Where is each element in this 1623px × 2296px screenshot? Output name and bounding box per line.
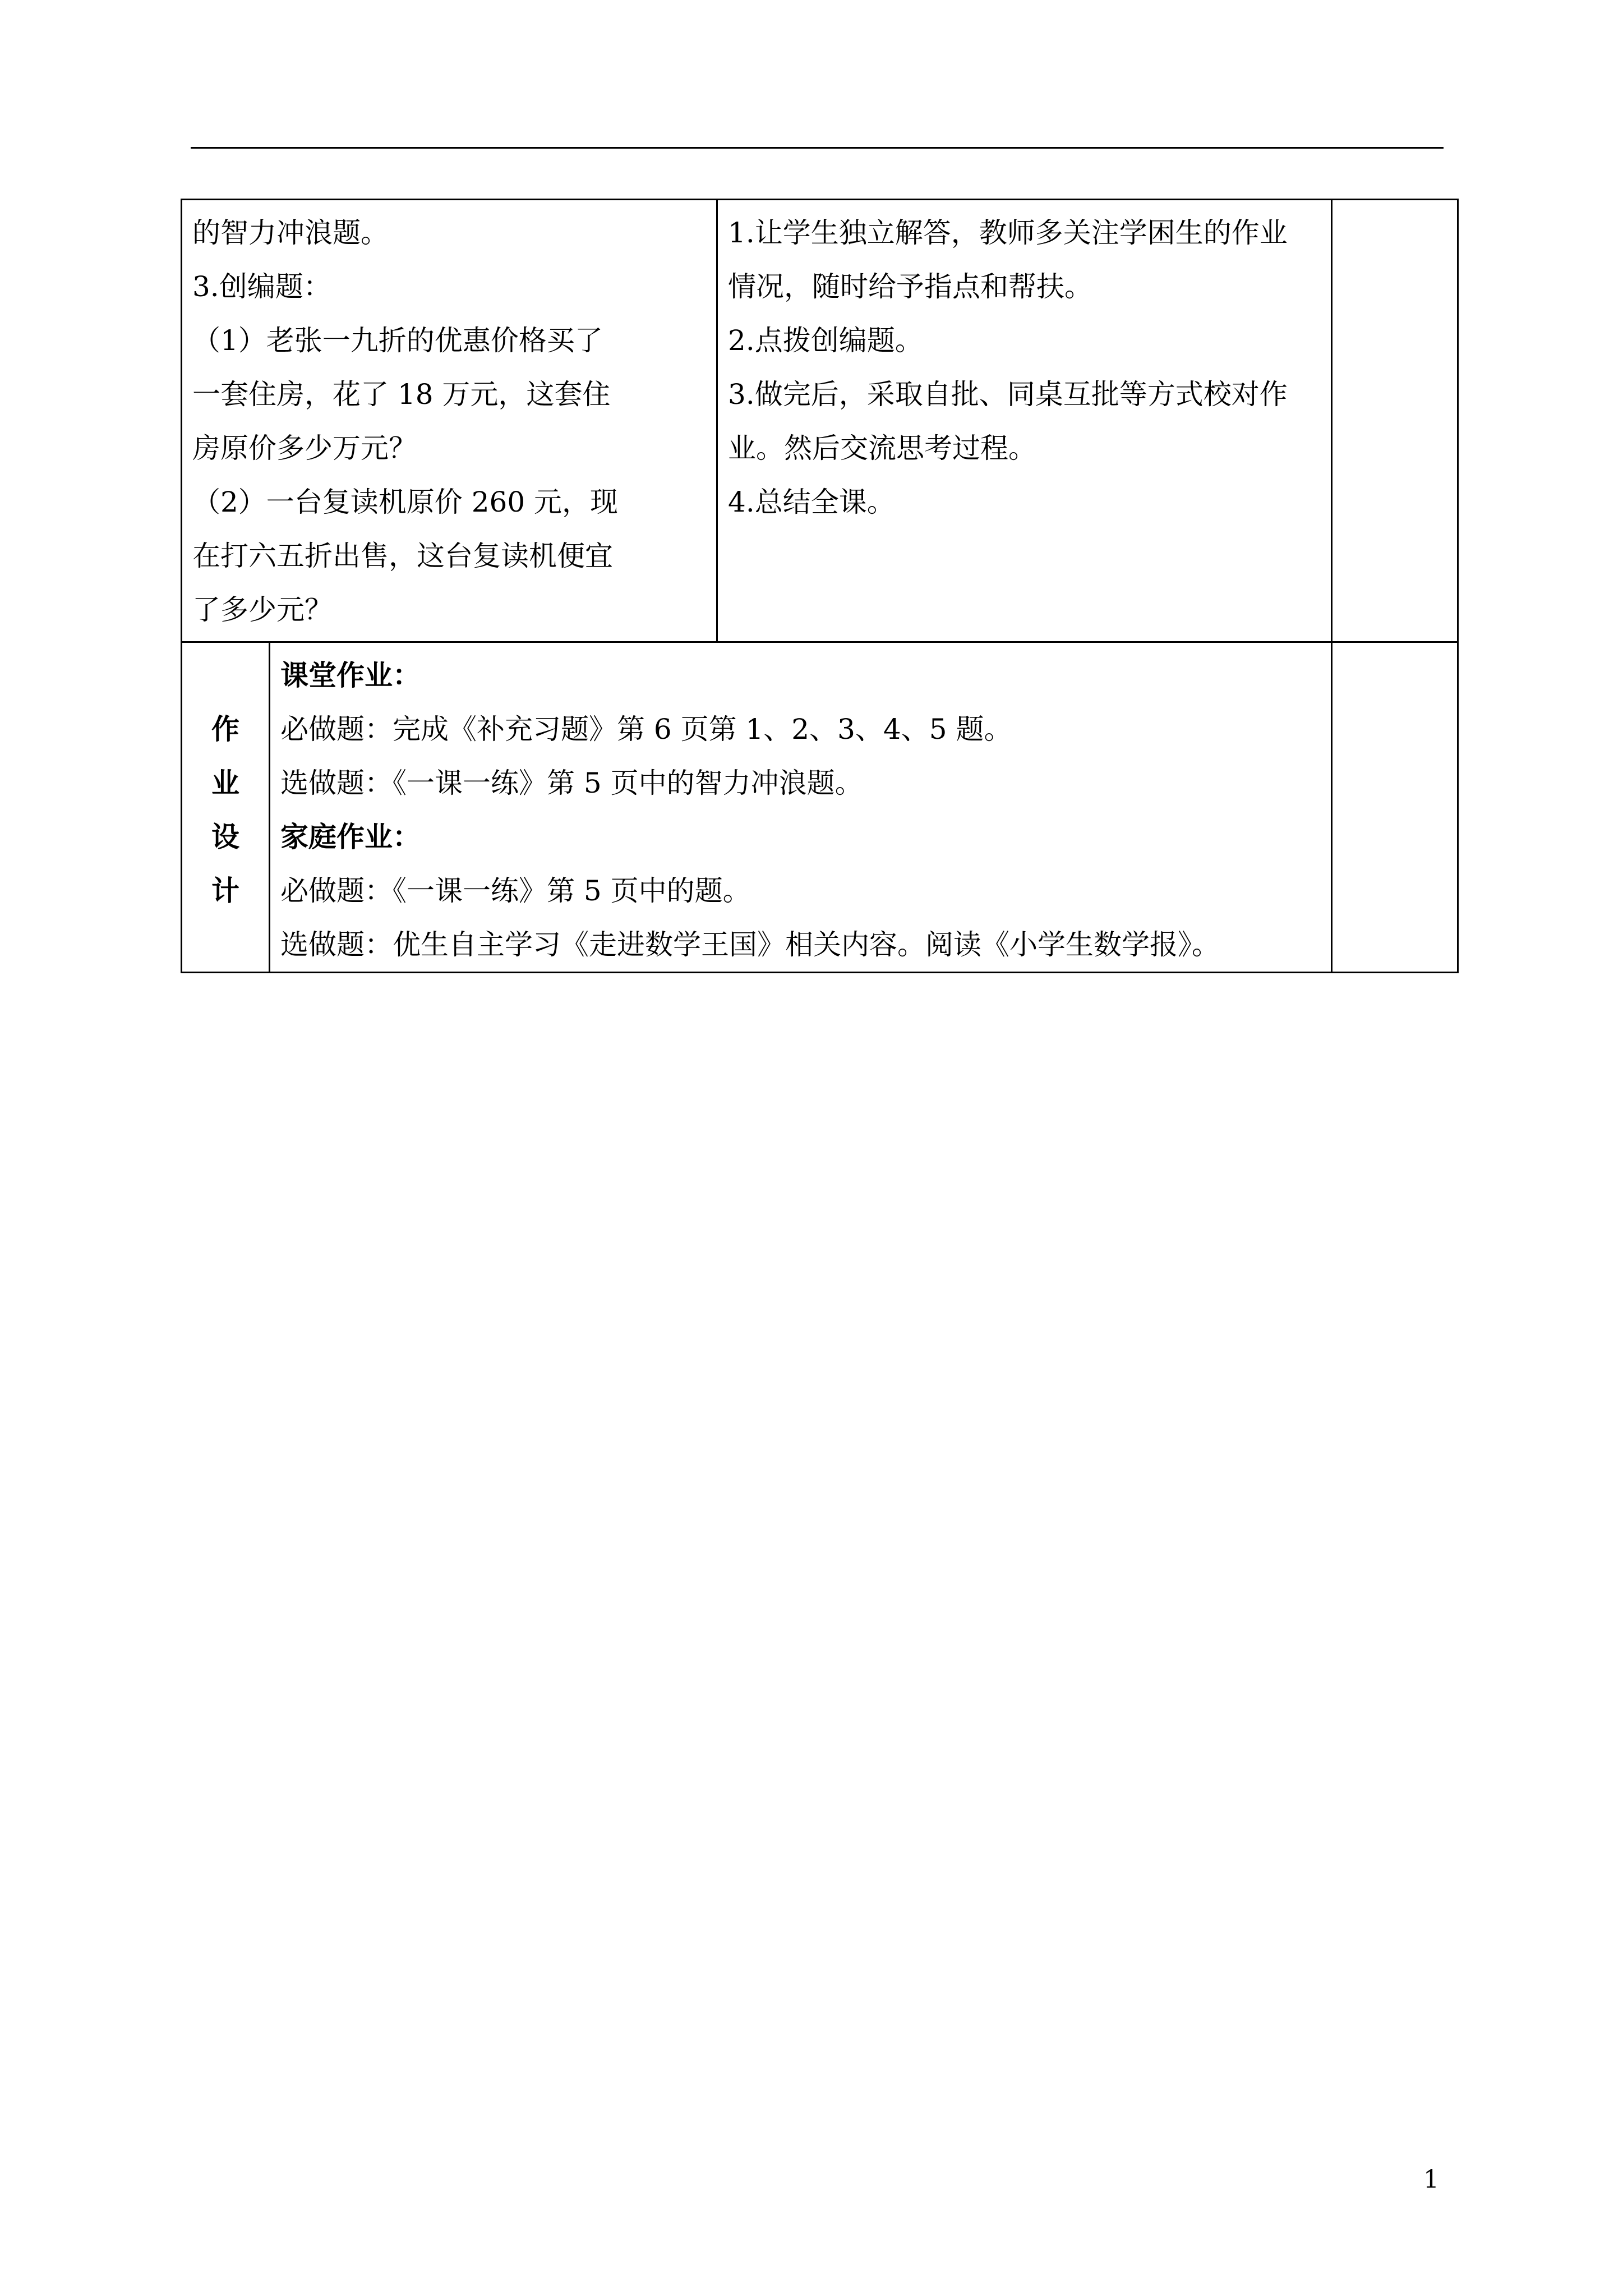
class-homework-optional: 选做题：《一课一练》第 5 页中的智力冲浪题。 xyxy=(280,767,863,799)
guidance-line: 情况，随时给予指点和帮扶。 xyxy=(728,270,1093,303)
homework-content-cell xyxy=(270,642,1332,973)
label-char: 业 xyxy=(211,766,239,799)
practice-line: （1）老张一九折的优惠价格买了 xyxy=(192,324,603,357)
home-homework-required: 必做题：《一课一练》第 5 页中的题。 xyxy=(280,875,751,907)
class-homework-heading: 课堂作业： xyxy=(280,659,421,692)
header-rule xyxy=(191,147,1444,149)
guidance-line: 业。然后交流思考过程。 xyxy=(728,432,1037,464)
homework-row xyxy=(182,642,1458,973)
practice-line: 了多少元？ xyxy=(192,593,333,626)
homework-notes-cell xyxy=(1332,642,1458,973)
class-homework-required: 必做题：完成《补充习题》第 6 页第 1、2、3、4、5 题。 xyxy=(280,713,1012,746)
practice-row xyxy=(182,200,1458,642)
home-homework-heading: 家庭作业： xyxy=(280,820,421,853)
practice-content-cell xyxy=(182,200,717,642)
practice-line: （2）一台复读机原价 260 元，现 xyxy=(192,486,619,518)
label-char: 作 xyxy=(211,712,239,746)
guidance-line: 3.做完后，采取自批、同桌互批等方式校对作 xyxy=(728,378,1288,411)
guidance-line: 2.点拨创编题。 xyxy=(728,324,923,357)
page-number: 1 xyxy=(1423,2165,1439,2194)
practice-line: 3.创编题： xyxy=(192,270,331,303)
notes-cell xyxy=(1332,200,1458,642)
teacher-guidance-cell xyxy=(717,200,1332,642)
label-char: 计 xyxy=(211,874,239,907)
practice-line: 房原价多少万元？ xyxy=(192,432,417,464)
homework-design-label xyxy=(182,642,270,973)
home-homework-optional: 选做题：优生自主学习《走进数学王国》相关内容。阅读《小学生数学报》。 xyxy=(280,928,1220,961)
lesson-plan-table xyxy=(181,199,1459,973)
guidance-line: 1.让学生独立解答，教师多关注学困生的作业 xyxy=(728,217,1288,249)
label-char: 设 xyxy=(211,820,239,853)
guidance-line: 4.总结全课。 xyxy=(728,486,895,518)
practice-line: 一套住房，花了 18 万元，这套住 xyxy=(192,378,611,411)
practice-line: 在打六五折出售，这台复读机便宜 xyxy=(192,540,613,572)
practice-line: 的智力冲浪题。 xyxy=(192,217,389,249)
